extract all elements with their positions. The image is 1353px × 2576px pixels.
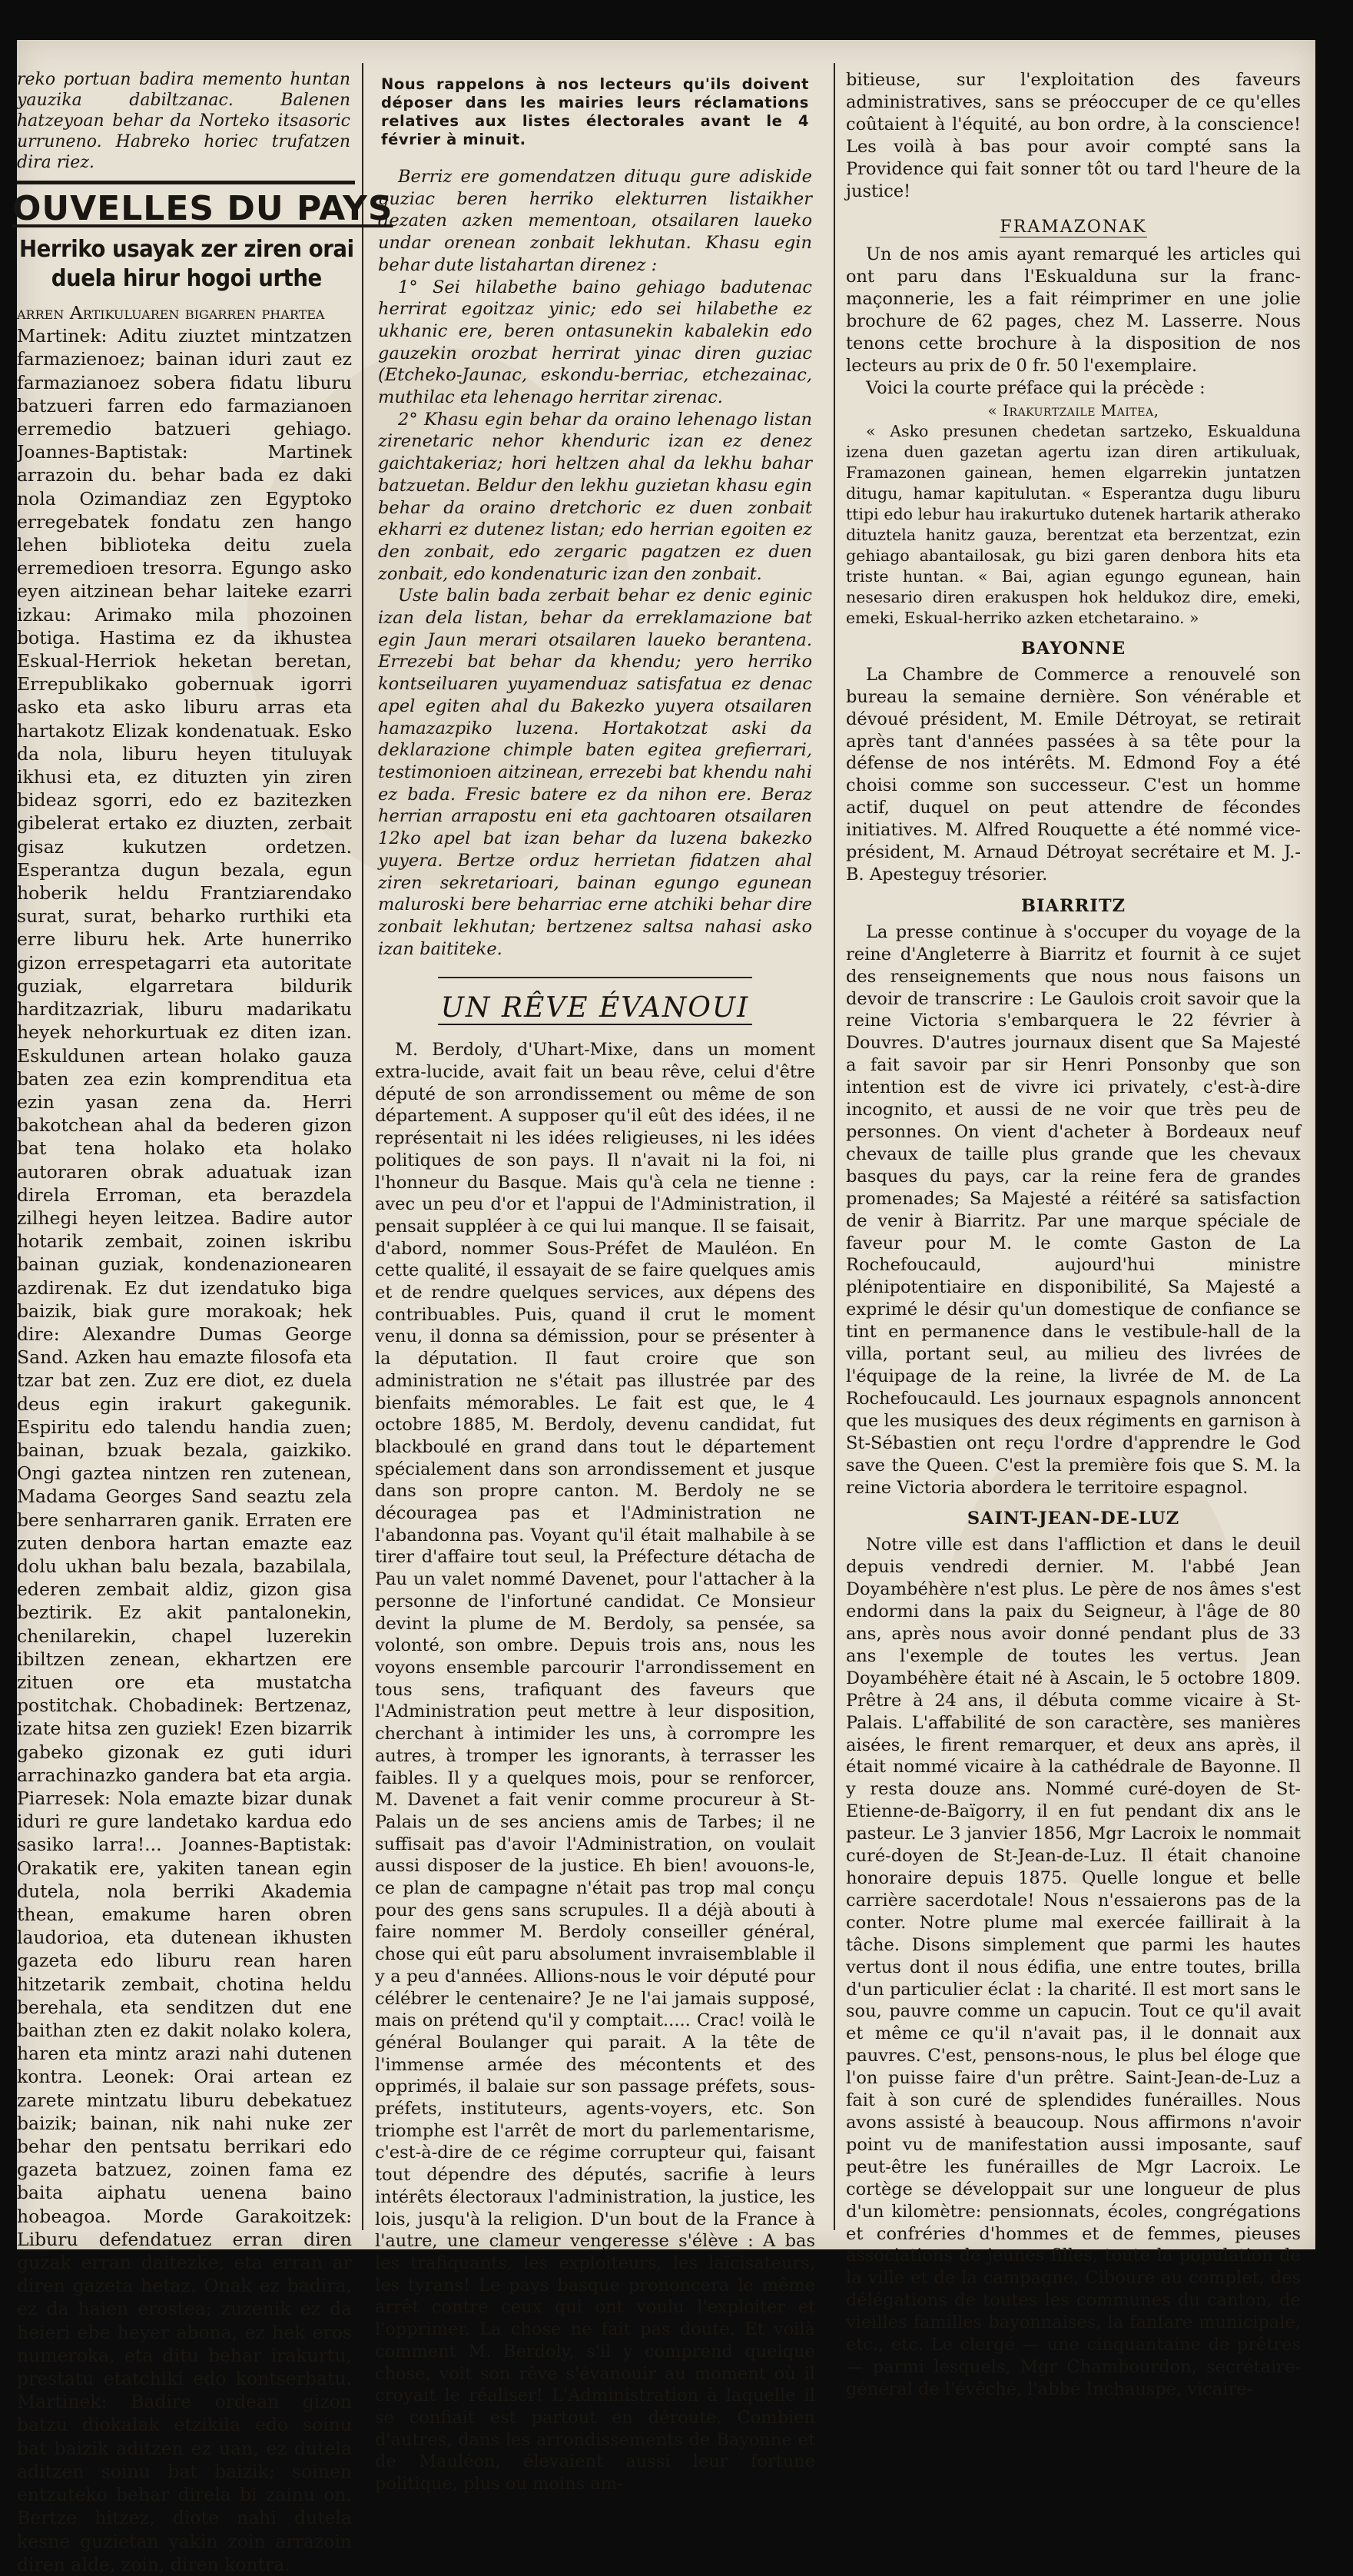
article-title-text: UN RÊVE ÉVANOUI [438,992,753,1025]
column-body [843,69,1304,2401]
preface-quote: « Asko presunen chedetan sartzeko, Eskualduna izena duen gazetan agertu izan diren artikuluak, Framazonen gainean, hemen elgarrekin juntatzen ditugu, hamar kapitulutan. « Esperantza dugu liburu ttipi edo lebur hau irakurtuko dutenek hartarik atherako dituztela hanitz gauza, berentzat eta berzentzat, ezin gehiago abantailosak, gu bizi garen denbora hits eta triste huntan. « Bai, agian egungo egunean, hain nesesario diren erakuspen hok heldukoz dire, emeki, emeki, Eskual-herriko azken etchetaraino. » [846,421,1301,627]
article-body [17,324,355,2576]
saint-jean-de-luz-paragraph: Notre ville est dans l'affliction et dans le deuil depuis vendredi dernier. M. l'abbé Jean Doyambéhère n'est plus. Le père de nos âmes s'est endormi dans la paix du Seigneur, à l'âge de 80 ans, après nous avoir donné pendant plus de 33 ans l'exemple de toutes les vertus. Jean Doyambéhère était né à Ascain, le 5 octobre 1809. Prêtre à 24 ans, il débuta comme vicaire à St-Palais. L'affabilité de son caractère, ses manières aisées, le firent remarquer, et deux ans après, il était nommé vicaire à la cathédrale de Bayonne. Il y resta douze ans. Nommé curé-doyen de St-Etienne-de-Baïgorry, il en fut pendant dix ans le pasteur. Le 3 janvier 1856, Mgr Lacroix le nommait curé-doyen de St-Jean-de-Luz. Il était chanoine honoraire depuis 1875. Quelle longue et belle carrière sacerdotale! Nous n'essaierons pas de la conter. Notre plume mal exercée faillirait à la tâche. Disons simplement que parmi les hautes vertus dont il nous édifia, une entre toutes, brilla d'un particulier éclat : la charité. Il est mort sans le sou, pauvre comme un capucin. Tout ce qu'il avait et même ce qu'il n'avait pas, il le donnait aux pauvres. C'est, pensons-nous, le plus bel éloge que l'on puisse faire d'un prêtre. Saint-Jean-de-Luz a fait à son curé de splendides funérailles. Nous avons assisté à beaucoup. Nous affirmons n'avoir point vu de manifestation aussi imposante, sauf peut-être les funérailles de Mgr Lacroix. Le cortège se développait sur une longueur de plus d'un kilomètre: pensionnats, écoles, congrégations et confréries d'hommes et de femmes, pieuses associations de jeunes filles, toute la population de la ville et de la campagne, Ciboure au complet, des délégations de toutes les communes du canton, de vieilles familles bayonnaises, la fanfare municipale, etc., etc. Le clergé — une cinquantaine de prêtres — parmi lesquels, Mgr Chambourdon, secrétaire-général de l'évêché, l'abbé Inchauspe, vicaire- [846,1535,1301,2399]
column-rule [834,63,835,2230]
biarritz-paragraph: La presse continue à s'occuper du voyage de la reine d'Angleterre à Biarritz et fournit à ce sujet des renseignements que nous nous faisons un devoir de transcrire : Le Gaulois croit savoir que la reine Victoria s'embarquera le 22 février à Douvres. D'autres journaux disent que Sa Majesté a fait savoir par sir Henri Ponsonby que son intention est de vivre ici privately, c'est-à-dire incognito, et aussi de ne voir que très peu de personnes. On vient d'acheter à Bordeaux neuf chevaux de taille plus grande que les chevaux basques du pays, car la reine fera de grandes promenades; Sa Majesté a réitéré sa satisfaction de venir à Biarritz. Par une marque spéciale de faveur pour M. le comte Gaston de La Rochefoucauld, aujourd'hui ministre plénipotentiaire en disponibilité, Sa Majesté a exprimé le désir qu'un domestique de confiance se tint en permanence dans le vestibule-hall de la villa, portant seul, au milieu des livrées de l'équipage de la reine, la livrée de M. de La Rochefoucauld. Les journaux espagnols annoncent que les musiques des deux régiments en garnison à St-Sébastien ont reçu l'ordre d'apprendre le God save the Queen. C'est la première fois que S. M. la reine Victoria abordera le territoire espagnol. [846,921,1301,1498]
column-middle [370,69,820,2495]
section-heading-framazonak [846,216,1301,239]
preface-salutation: « Irakurtzaile Maitea, [987,400,1159,420]
notice-paragraph: 2° Khasu egin behar da oraino lehenago listan zirenetaric nehor khenduric izan ez denez gaichtakeriaz; hori heltzen ahal da lekhu bahar batzuetan. Beldur den lekhu guzietan khasu egin behar da oraino dretchoric ez duen zonbait ekharri ez dutenez listan; edo herrian egoiten ez den zonbait, edo zergaric pagatzen ez duen zonbait, edo kondenaturic izan den zonbait. [378,409,812,584]
article-text: Martinek: Aditu ziuztet mintzatzen farmazienoez; bainan iduri zaut ez farmazianoez sobera fidatu liburu batzueri farren edo farmazianoen erremedio batzueri gehiago. Joannes-Baptistak: Martinek arrazoin du. behar bada ez daki nola Ozimandiaz zen Egyptoko erregebatek fondatu zen hango lehen biblioteka deitu zuela erremedioen tresorra. Egungo asko eyen aitzinean behar laiteke ezarri izkau: Arimako mila phozoinen botiga. Hastima ez da ikhustea Eskual-Herriok heketan beretan, Errepublikako gobernuak igorri asko eta asko liburu arras eta hartakotz Elizak kondenatuak. Esko da nola, liburu heyen tituluyak ikhusi eta, ez dituzten yin ziren bideaz sgorri, edo ez bazitezken gibelerat ertako ez diuzten, zerbait gisaz kukutzen ordetzen. Esperantza dugun bezala, egun hoberik heldu Frantziarendako surat, surat, beharko rurthiki eta erre liburu hek. Arte hunerriko gizon errespetagarri eta autoritate guziak, elgarretara bildurik harditzazriak, liburu madarikatu heyek nehorkurtuak ez diten izan. Eskuldunen artean holako gauza baten zea ezin komprenditua eta ezin yasan zena da. Herri bakotchean ahal da bederen gizon bat tena holako eta holako autoraren obrak aduatuak izan direla Erroman, eta berazdela zilhegi heyen leitzea. Badire autor hotarik zembait, zoinen iskribu bainan guziak, kondenazionearen azdirenak. Ez dut izendatuko biga baizik, biak gure morakoak; hek dire: Alexandre Dumas George Sand. Azken hau emazte filosofa eta tzar bat zen. Zuz ere diot, ez duela deus egin irakurt gakegunik. Espiritu edo talendu handia zuen; bainan, bzuak bezala, gaizkiko. Ongi gaztea nintzen ren zutenean, Madama Georges Sand seaztu zela bere senharraren ganik. Erraten ere zuten denbora hartan emazte eaz dolu ukhan balu bezala, bazabilala, ederen zembait aldiz, gizon gisa beztirik. Ez akit pantalonekin, chenilarekin, chapel luzerekin ibiltzen zenean, ekhartzen ere zituen ore eta mustatcha postitchak. Chobadinek: Bertzenaz, izate hitsa zen guziek! Ezen bizarrik gabeko gizonak ez guti iduri arrachinazko gandera bat eta argia. Piarresek: Nola emazte bizar dunak iduri re gure landetako kardua edo sasiko larra!... Joannes-Baptistak: Orakatik ere, yakiten tanean egin dutela, nola berriki Akademia thean, emakume haren obren laudorioa, eta dutenean ikhusten gazeta edo liburu rean haren hitzetarik zembait, chotina heldu berehala, eta senditzen dut ene baithan zten ez dakit nolako kolera, haren eta mintz arazi nahi dutenen kontra. Leonek: Orai artean ez zarete mintzatu liburu debekatuez baizik; bainan, nik nahi nuke zer behar den pentsatu berrikari edo gazeta batzuez, zoinen fama ez baita aiphatu uenena baino hobeagoa. Morde Garakoitzek: Liburu defendatuez erran diren guzak erran daitezke, eta erran ar diren gazeta hetaz. Onak ez badira, ez da haien erostea; zuzenik ez da heieri ebe heyer abona, ez hek eros numeroka, eta ditu behar irakurtu, prestatu etatchiki edo kontserbatu. Martinek: Badire ordean gizon batzu diokalak etzikila edo soinu bat baizik aditzen ez uan, ez dutela aditzen soinu bat baizik; soinen entzuteko behar direla bi zainu on. Bertze hitzez, diote nahi dutela kesne guzietan yakin zoin arrazoin diren alde, zoin, diren kontra. [17,325,352,2575]
article-heading: Herriko usayak zer ziren orai duela hirur hogoi urthe [19,236,354,292]
framazonak-paragraph: Voici la courte préface qui la précède : [866,377,1205,398]
column-left [12,69,393,2575]
section-rule [17,181,355,184]
election-notice: Nous rappelons à nos lecteurs qu'ils doivent déposer dans les mairies leurs réclamations relatives aux listes électorales avant le 4 février à minuit. [381,75,809,148]
article-separator [438,977,753,978]
framazonak-paragraph: Un de nos amis ayant remarqué les articles qui ont paru dans l'Eskualduna sur la franc-maçonnerie, les a fait réimprimer en une jolie brochure de 62 pages, chez M. Lasserre. Nous tenons cette brochure à la disposition de nos lecteurs au prix de 0 fr. 50 l'exemplaire. [846,244,1301,376]
section-masthead [12,189,393,229]
column-rule [362,63,363,2230]
column-right [843,69,1304,2399]
section-heading-saint-jean-de-luz: SAINT-JEAN-DE-LUZ [967,1509,1180,1529]
article-body [370,1039,820,2495]
newspaper-page [12,40,1315,2575]
article-text: M. Berdoly, d'Uhart-Mixe, dans un moment extra-lucide, avait fait un beau rêve, celui d'être député de son arrondissement ou même de son département. A supposer qu'il eût des idées, il ne représentait ni les idées religieuses, ni les idées politiques de son pays. Il n'avait ni la foi, ni l'honneur du Basque. Mais qu'à cela ne tienne : avec un peu d'or et l'appui de l'Administration, il pensait suppléer à ce qui lui manque. Il se faisait, d'abord, nommer Sous-Préfet de Mauléon. En cette qualité, il essayait de se faire quelques amis et de rendre quelques services, aux dépens des contribuables. Puis, quand il crut le moment venu, il donna sa démission, pour se présenter à la députation. Il faut croire que son administration ne s'était pas illustrée par des bienfaits mémorables. Le fait est que, le 4 octobre 1885, M. Berdoly, devenu candidat, fut blackboulé en grand dans tout le département spécialement dans son arrondissement et jusque dans son propre canton. M. Berdoly ne se découragea pas et l'Administration ne l'abandonna pas. Voyant qu'il était malhabile à se tirer d'affaire tout seul, la Préfecture détacha de Pau un valet nommé Davenet, pour l'attacher à la personne de l'infortuné candidat. Ce Monsieur devint la plume de M. Berdoly, sa pensée, sa volonté, son ombre. Depuis trois ans, nous les voyons ensemble parcourir l'arrondissement en tous sens, trafiquant des faveurs que l'Administration peut mettre à leur disposition, cherchant à intimider les uns, à corrompre les autres, à tromper les ignorants, à terrasser les faibles. Il y a quelques mois, pour se renforcer, M. Davenet a fait venir comme procureur à St-Palais un de ses anciens amis de Tarbes; il ne suffisait pas d'avoir l'Administration, on voulait aussi disposer de la justice. Eh bien! avouons-le, ce plan de campagne n'était pas trop mal conçu pour des gens sans scrupules. Il a déjà abouti à faire nommer M. Berdoly conseiller général, chose qui eût paru absolument invraisemblable il y a peu d'années. Allions-nous le voir député pour célébrer le centenaire? Je ne l'ai jamais supposé, mais on prétend qu'il y comptait..... Crac! voilà le général Boulanger qui parait. A la tête de l'immense armée des mécontents et des opprimés, il balaie sur son passage préfets, sous-préfets, instituteurs, agents-voyers, etc. Son triomphe est l'arrêt de mort du parlementarisme, c'est-à-dire de ce régime corrupteur qui, faisant tout dépendre des députés, sacrifie à leurs intérêts électoraux l'administration, la justice, les lois, jusqu'à la religion. D'un bout de la France à l'autre, une clameur vengeresse s'élève : A bas les trafiquants, les exploiteurs, les laïcisateurs, les tyrans! Le pays basque prononcera le même arrêt contre ceux qui ont voulu l'exploiter et l'opprimer. La chose ne fait pas doute. Et voilà comment M. Berdoly, s'il y comprend quelque chose, voit son rêve s'évanouir au moment où il croyait le réaliser! L'Administration à laquelle il se confiait est partout en déroute. Combien d'autres, dans les arrondissements de Bayonne et de Mauléon, élevaient aussi leur fortune politique, plus ou moins am- [375,1040,815,2495]
article-subheading: arren Artikuluaren bigarren phartea [17,302,325,324]
article-continuation: bitieuse, sur l'exploitation des faveurs administratives, sans se préoccuper de ce qu'elles coûtaient à l'équité, au bon ordre, à la conscience! Les voilà à bas pour avoir compté sans la Providence qui fait sonner tôt ou tard l'heure de la justice! [846,70,1301,201]
column-intro-text: reko portuan badira memento huntan yauzika dabiltzanac. Balenen hatzeyoan behar da Norteko itsasoric urruneno. Habreko horiec trufatzen dira riez. [17,70,350,172]
notice-paragraph: Berriz ere gomendatzen dituqu gure adiskide guziac beren herriko elekturren listaikher dezaten azken mementoan, otsailaren laueko undar orenean zonbait lekhutan. Khasu egin behar dute listahartan direnez : [378,167,812,275]
notice-paragraph: 1° Sei hilabethe baino gehiago badutenac herrirat egoitzaz yinic; edo sei hilabethe ez ukhanic ere, beren ontasunekin kabalekin edo gauzekin orozbat herrirat yinac diren guziac (Etcheko-Jaunac, eskondu-berriac, etchezainac, muthilac eta lehenago herritar zirenac. [378,277,812,408]
article-title [370,992,820,1024]
section-heading-bayonne: BAYONNE [1020,638,1126,659]
basque-notice-body [370,166,820,960]
bayonne-paragraph: La Chambre de Commerce a renouvelé son bureau la semaine dernière. Son vénérable et dévoué président, M. Emile Détroyat, se retirait après tant d'années passées à sa tête pour la défense de nos intérêts. M. Edmond Foy a été choisi comme son successeur. C'est un homme actif, duquel on peut attendre de fécondes initiatives. M. Alfred Rouquette a été nommé vice-président, M. Arnaud Détroyat secrétaire et M. J.-B. Apesteguy trésorier. [846,664,1301,885]
section-heading-biarritz: BIARRITZ [1020,895,1126,916]
notice-paragraph: Uste balin bada zerbait behar ez denic eginic izan dela listan, behar da erreklamazione bat egin Jaun merari otsailaren laueko berantena. Errezebi bat behar da khendu; yero herriko kontseiluaren yuyamenduaz satisfatua ez denac apel egiten ahal du Bakezko yuyera otsailaren hamazazpiko luzena. Hortakotzat aski da deklarazione chimple baten egitea grefierrari, testimonioen aitzinean, errezebi bat khendu nahi ez bada. Fresic batere ez da nihon ere. Beraz herrian arrapostu eni eta gachtoaren otsailaren 12ko apel bat izan behar da luzena bakezko yuyera. Bertze orduz herrietan fidatzen ahal ziren sekretarioari, bainan egungo egunean maluroski bere beharriac erne atchiki behar dire zonbait lekhutan; bertzenez saltsa nahasi asko izan baititeke. [378,586,812,959]
masthead-text: OUVELLES DU PAYS [12,189,393,228]
section-heading-text: FRAMAZONAK [1000,217,1147,237]
